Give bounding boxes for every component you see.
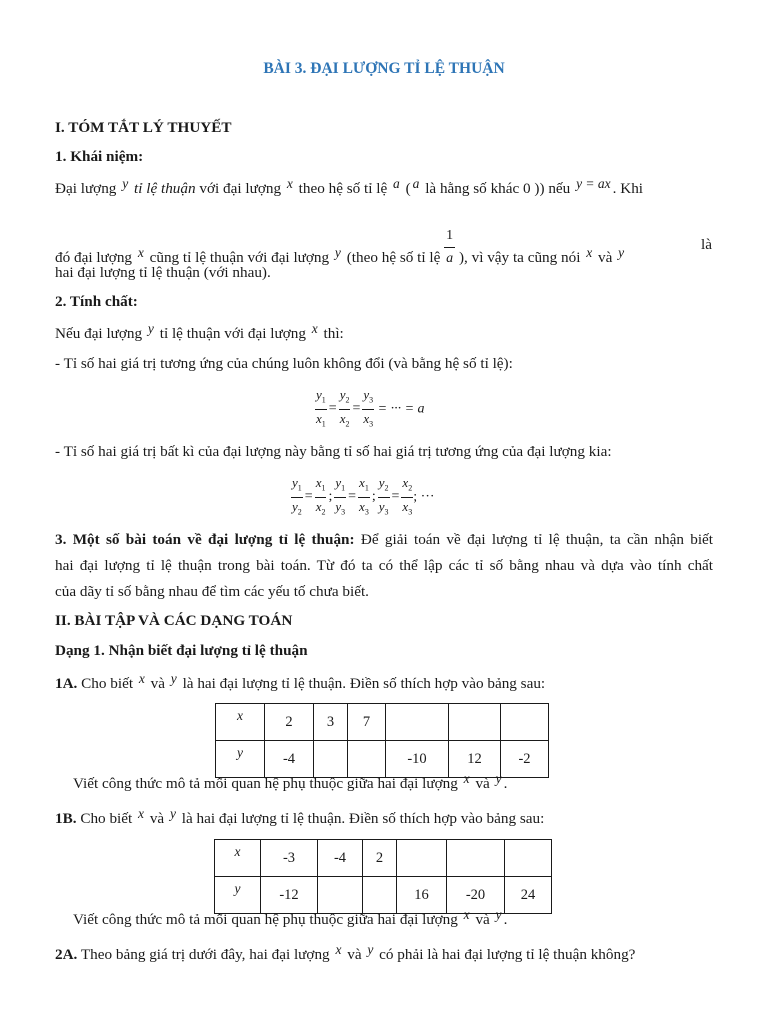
concept-line-1: Đại lượng y tỉ lệ thuận với đại lượng x theo hệ số tỉ lệ a ( a là hằng số khác 0 )) nếu y = ax . Khi <box>55 176 644 197</box>
table-cell: 7 <box>348 704 386 741</box>
subheading-properties: 2. Tính chất: <box>55 293 138 310</box>
table-cell <box>397 840 447 877</box>
page-title: BÀI 3. ĐẠI LƯỢNG TỈ LỆ THUẬN <box>263 60 505 77</box>
table-cell: 2 <box>363 840 397 877</box>
table-header-y: y <box>216 741 265 778</box>
table-cell <box>386 704 449 741</box>
table-row-x <box>216 704 549 741</box>
question-1a: 1A. Cho biết x và y là hai đại lượng tỉ lệ thuận. Điền số thích hợp vào bảng sau: <box>55 671 546 692</box>
type-1-heading: Dạng 1. Nhận biết đại lượng tỉ lệ thuận <box>55 642 308 659</box>
ratio-equation-1: $\frac{y_1}{x_1}$ = $\frac{y_2}{x_2}$ = $\frac{y_3}{x_3}$ = ··· = a <box>316 387 425 429</box>
table-header-y: y <box>215 877 261 914</box>
table-cell <box>505 840 552 877</box>
section-heading-exercises: II. BÀI TẬP VÀ CÁC DẠNG TOÁN <box>55 612 293 629</box>
value-table-1b <box>214 839 552 914</box>
table-cell: 2 <box>265 704 314 741</box>
property-2: - Tỉ số hai giá trị bất kì của đại lượng này bằng tỉ số hai giá trị tương ứng của đại lượng kia: <box>55 443 612 460</box>
table-cell <box>501 704 549 741</box>
table-cell: 12 <box>449 741 501 778</box>
ratio-equation-2: $\frac{y_1}{y_2}$ = $\frac{x_1}{x_2}$ ; $\frac{y_1}{y_3}$ = $\frac{x_1}{x_3}$ ; $\frac{y_2}{y_3}$ = $\frac{x_2}{x_3}$ ; ··· <box>292 475 435 517</box>
subheading-concept: 1. Khái niệm: <box>55 148 144 165</box>
properties-intro: Nếu đại lượng y tỉ lệ thuận với đại lượng x thì: <box>55 321 344 342</box>
table-cell: -2 <box>501 741 549 778</box>
table-cell: -12 <box>261 877 318 914</box>
table-header-x: x <box>215 840 261 877</box>
table-row-x <box>215 840 552 877</box>
problems-paragraph-2: hai đại lượng tỉ lệ thuận trong bài toán. Từ đó ta có thể lập các tỉ số bằng nhau và dựa vào tính chất <box>55 557 713 574</box>
table-cell: -3 <box>261 840 318 877</box>
concept-line-2: đó đại lượng x cũng tỉ lệ thuận với đại lượng y (theo hệ số tỉ lệ $\frac{1}{a}$ ), vì vậy ta cũng nói x và y là <box>55 236 626 281</box>
table-cell: 3 <box>314 704 348 741</box>
problems-paragraph-1: 3. Một số bài toán về đại lượng tỉ lệ thuận: Để giải toán về đại lượng tỉ lệ thuận, ta cần nhận biết <box>55 531 714 548</box>
fraction-one-over-a: $\frac{1}{a}$ <box>444 225 455 270</box>
table-cell: -10 <box>386 741 449 778</box>
question-2a: 2A. Theo bảng giá trị dưới đây, hai đại lượng x và y có phải là hai đại lượng tỉ lệ thuận không? <box>55 942 636 963</box>
table-cell: 24 <box>505 877 552 914</box>
table-cell <box>318 877 363 914</box>
question-1b: 1B. Cho biết x và y là hai đại lượng tỉ lệ thuận. Điền số thích hợp vào bảng sau: <box>55 806 545 827</box>
table-cell: -20 <box>447 877 505 914</box>
table-header-x: x <box>216 704 265 741</box>
table-cell <box>449 704 501 741</box>
concept-line-3: hai đại lượng tỉ lệ thuận (với nhau). <box>55 264 271 281</box>
question-1a-formula-prompt: Viết công thức mô tả mối quan hệ phụ thuộc giữa hai đại lượng x và y . <box>73 771 508 792</box>
table-cell <box>363 877 397 914</box>
question-1b-formula-prompt: Viết công thức mô tả mối quan hệ phụ thuộc giữa hai đại lượng x và y . <box>73 907 508 928</box>
value-table-1a <box>215 703 549 778</box>
table-cell <box>447 840 505 877</box>
table-cell <box>314 741 348 778</box>
table-cell: -4 <box>318 840 363 877</box>
section-heading-theory: I. TÓM TẮT LÝ THUYẾT <box>55 119 232 136</box>
table-cell: 16 <box>397 877 447 914</box>
problems-paragraph-3: của dãy tỉ số bằng nhau để tìm các yếu tố chưa biết. <box>55 583 369 600</box>
table-cell <box>348 741 386 778</box>
property-1: - Tỉ số hai giá trị tương ứng của chúng luôn không đổi (và bằng hệ số tỉ lệ): <box>55 355 513 372</box>
table-cell: -4 <box>265 741 314 778</box>
